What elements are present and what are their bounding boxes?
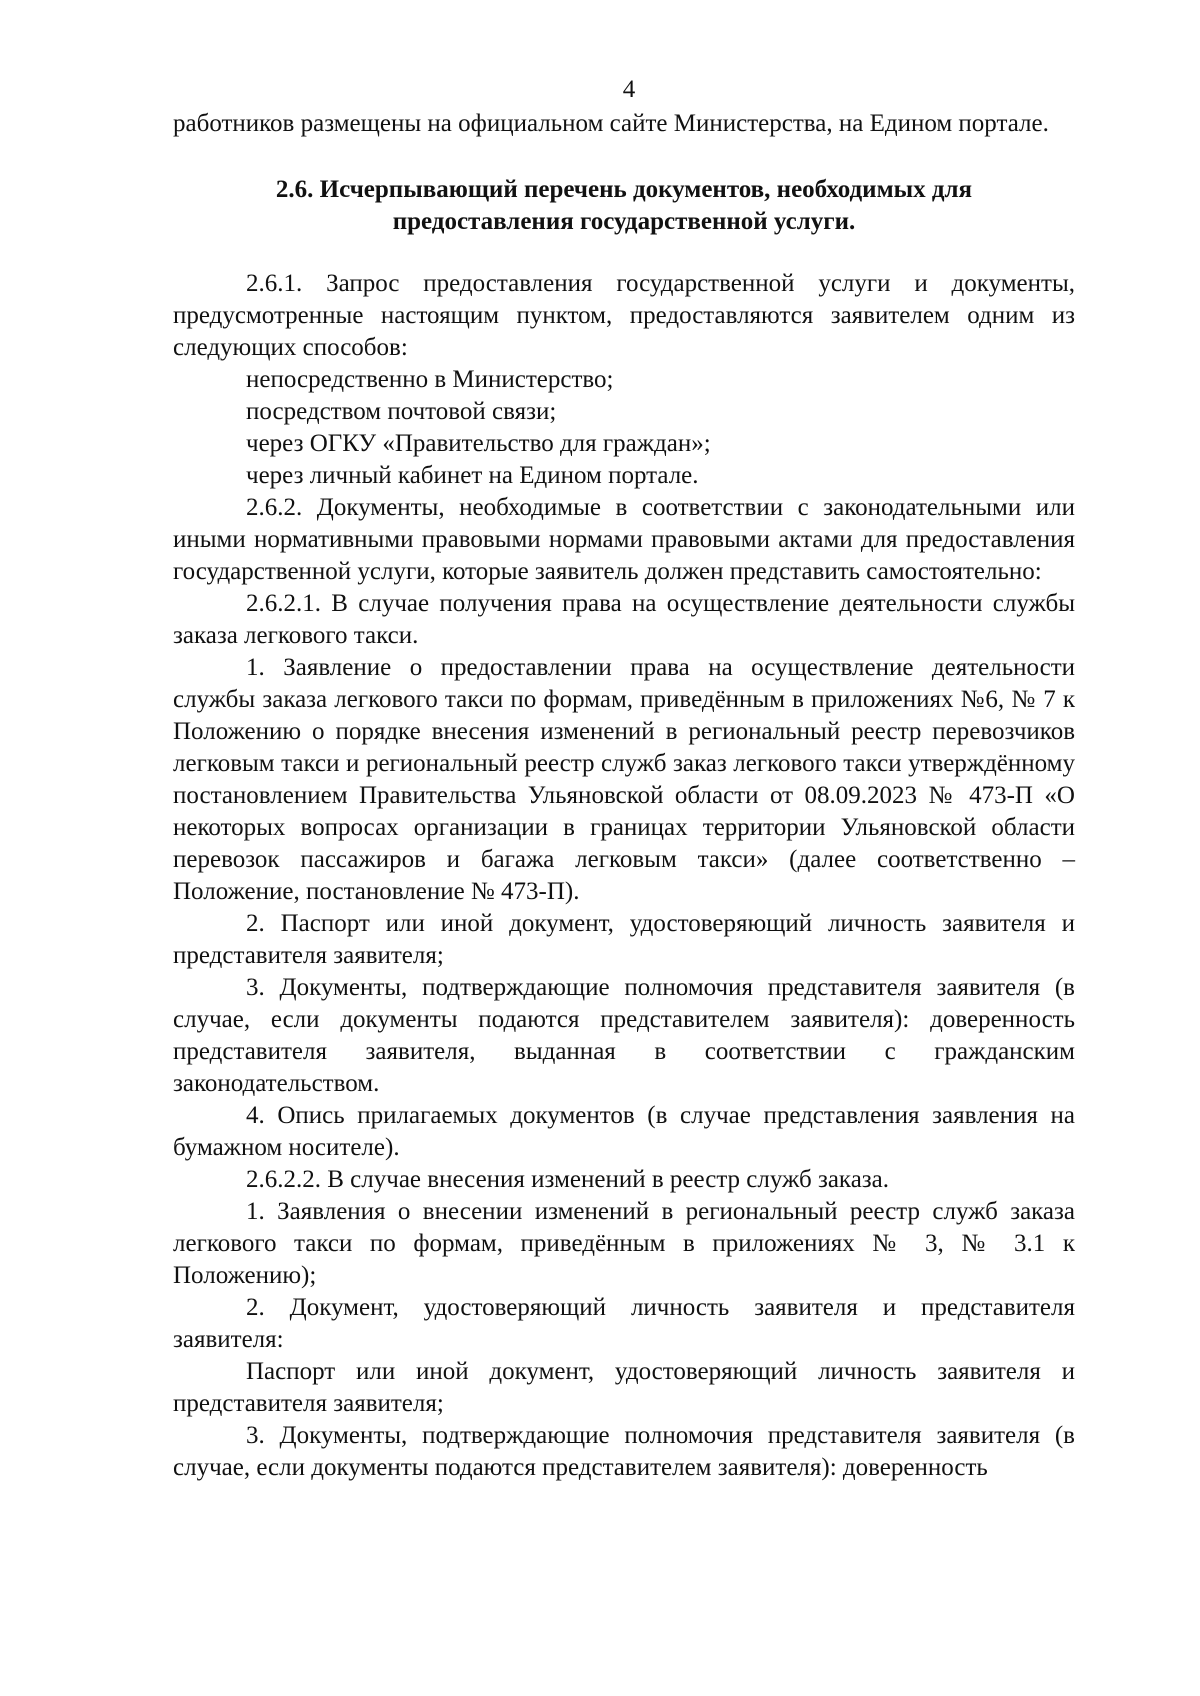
paragraph-2-6-2-2: 2.6.2.2. В случае внесения изменений в реестр служб заказа.: [246, 1166, 890, 1193]
list-item-identity-document: 2. Документ, удостоверяющий личность заявителя и представителя заявителя:: [173, 1294, 1075, 1353]
list-item-passport: 2. Паспорт или иной документ, удостоверяющий личность заявителя и представителя заявителя;: [173, 910, 1075, 969]
list-item-application: 1. Заявление о предоставлении права на осуществление деятельности службы заказа легкового такси по формам, приведённым в приложениях №6, № 7 к Положению о порядке внесения изменений в региональный реестр перевозчиков легковым такси и региональный реестр служб заказ легкового такси утверждённому постановлением Правительства Ульяновской области от 08.09.2023 № 473-П «О некоторых вопросах организации в границах территории Ульяновской области перевозок пассажиров и багажа легковым такси» (далее соответственно – Положение, постановление № 473-П).: [173, 654, 1075, 905]
method-item-ministry: непосредственно в Министерство;: [246, 366, 614, 393]
method-item-portal: через личный кабинет на Едином портале.: [246, 462, 699, 489]
list-item-authority-documents: 3. Документы, подтверждающие полномочия представителя заявителя (в случае, если документы подаются представителем заявителя): доверенность представителя заявителя, выданная в соответствии с гражданским законодательством.: [173, 974, 1075, 1097]
spacer: [173, 140, 1075, 174]
page-number: 4: [622, 76, 636, 103]
intro-paragraph: работников размещены на официальном сайте Министерства, на Едином портале.: [173, 110, 1049, 137]
paragraph-2-6-1: 2.6.1. Запрос предоставления государственной услуги и документы, предусмотренные настоящим пунктом, предоставляются заявителем одним из следующих способов:: [173, 270, 1075, 361]
paragraph-2-6-2: 2.6.2. Документы, необходимые в соответствии с законодательными или иными нормативными правовыми нормами правовыми актами для предоставления государственной услуги, которые заявитель должен представить самостоятельно:: [173, 494, 1075, 585]
paragraph-2-6-2-1: 2.6.2.1. В случае получения права на осуществление деятельности службы заказа легкового такси.: [173, 590, 1075, 649]
list-item-inventory: 4. Опись прилагаемых документов (в случае представления заявления на бумажном носителе).: [173, 1102, 1075, 1161]
section-heading: 2.6. Исчерпывающий перечень документов, необходимых для предоставления государственной услуги.: [275, 176, 973, 235]
list-item-authority-documents-2: 3. Документы, подтверждающие полномочия представителя заявителя (в случае, если документы подаются представителем заявителя): доверенность: [173, 1422, 1075, 1481]
method-item-post: посредством почтовой связи;: [246, 398, 557, 425]
list-item-passport-2: Паспорт или иной документ, удостоверяющий личность заявителя и представителя заявителя;: [173, 1358, 1075, 1417]
list-item-change-application: 1. Заявления о внесении изменений в региональный реестр служб заказа легкового такси по формам, приведённым в приложениях № 3, № 3.1 к Положению);: [173, 1198, 1075, 1289]
method-item-ogku: через ОГКУ «Правительство для граждан»;: [246, 430, 711, 457]
spacer: [173, 238, 1075, 268]
